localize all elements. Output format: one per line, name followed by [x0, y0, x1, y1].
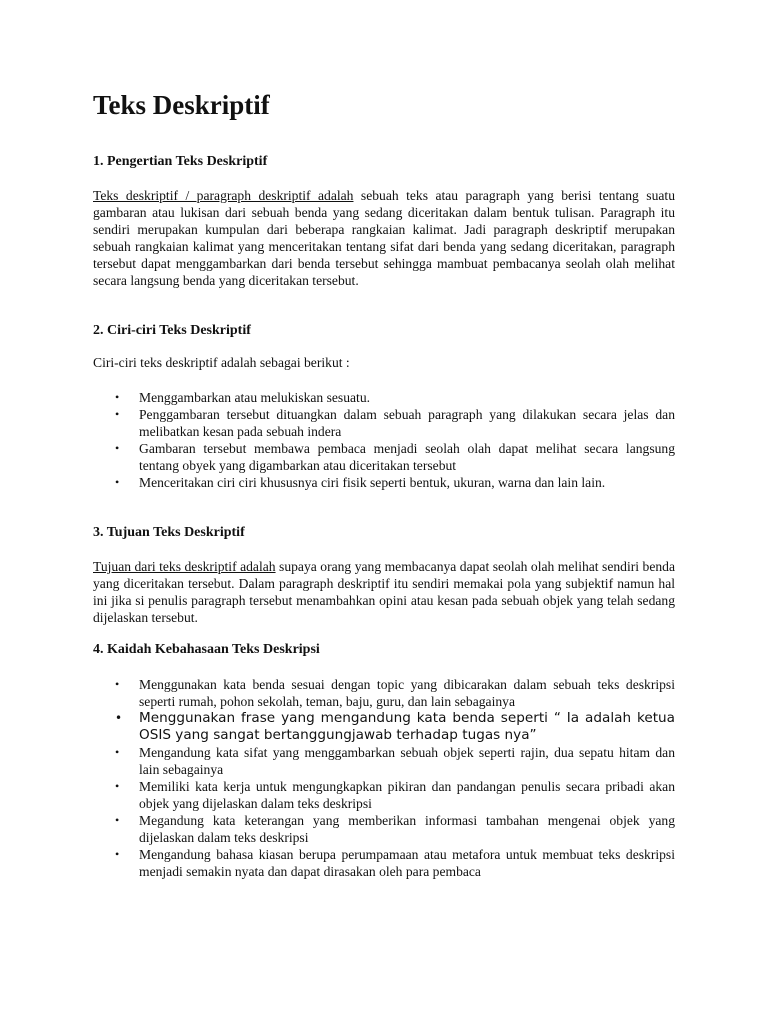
section-1-body-text: sebuah teks atau paragraph yang berisi tentang suatu gambaran atau lukisan dari sebuah benda yang sedang diceritakan dalam bentuk tulisan. Paragraph itu sendiri merupakan kumpulan dari beberapa rangkaian kalimat. Jadi paragraph deskriptif merupakan sebuah rangkaian kalimat yang menceritakan tentang sifat dari benda yang sedang diceritakan, paragraph tersebut dapat menggambarkan dari benda tersebut sehingga mambuat pembacanya seolah olah melihat secara langsung benda yang diceritakan tersebut. — [93, 188, 675, 288]
bullet-icon: • — [115, 813, 120, 827]
section-2-list — [93, 389, 675, 491]
bullet-icon: • — [115, 745, 120, 759]
list-item — [93, 778, 675, 812]
bullet-icon: • — [115, 441, 120, 455]
list-item-text: Menceritakan ciri ciri khususnya ciri fisik seperti bentuk, ukuran, warna dan lain lain. — [139, 475, 606, 490]
list-item — [93, 812, 675, 846]
list-item-text: Mengandung kata sifat yang menggambarkan sebuah objek seperti rajin, dua sepatu hitam dan lain sebagainya — [139, 745, 675, 777]
list-item — [93, 676, 675, 710]
section-4-list — [93, 676, 675, 880]
section-2-heading: 2. Ciri-ciri Teks Deskriptif — [93, 323, 251, 338]
list-item — [93, 474, 675, 491]
section-1-underlined-phrase: Teks deskriptif / paragraph deskriptif adalah — [93, 188, 354, 203]
section-3-body-text: supaya orang yang membacanya dapat seolah olah melihat sendiri benda yang diceritakan tersebut. Dalam paragraph deskriptif itu sendiri memakai pola yang subjektif namun hal ini jika si penulis paragraph tersebut menambahkan opini atau kesan pada sebuah objek yang telah sedang dijelaskan tersebut. — [93, 559, 675, 625]
section-3-underlined-phrase: Tujuan dari teks deskriptif adalah — [93, 559, 276, 574]
document-title: Teks Deskriptif — [93, 90, 270, 120]
list-item-text: Penggambaran tersebut dituangkan dalam sebuah paragraph yang dilakukan secara jelas dan melibatkan kesan pada sebuah indera — [139, 407, 675, 439]
list-item-text: Mengandung bahasa kiasan berupa perumpamaan atau metafora untuk membuat teks deskripsi menjadi semakin nyata dan dapat dirasakan oleh para pembaca — [139, 847, 675, 879]
list-item-text: Menggunakan kata benda sesuai dengan topic yang dibicarakan dalam sebuah teks deskripsi seperti rumah, pohon sekolah, teman, baju, guru, dan lain sebagainya — [139, 677, 675, 709]
list-item — [93, 389, 675, 406]
bullet-icon: • — [115, 475, 120, 489]
section-3-heading: 3. Tujuan Teks Deskriptif — [93, 525, 245, 540]
list-item-text: Menggunakan frase yang mengandung kata benda seperti “ Ia adalah ketua OSIS yang sangat bertanggungjawab terhadap tugas nya” — [139, 710, 675, 743]
bullet-icon: • — [115, 847, 120, 861]
list-item — [93, 440, 675, 474]
bullet-icon: • — [115, 711, 123, 725]
bullet-icon: • — [115, 779, 120, 793]
list-item — [93, 744, 675, 778]
section-2-intro: Ciri-ciri teks deskriptif adalah sebagai berikut : — [93, 355, 350, 370]
list-item-text: Menggambarkan atau melukiskan sesuatu. — [139, 390, 371, 405]
section-3-paragraph — [93, 558, 675, 626]
list-item-text: Memiliki kata kerja untuk mengungkapkan pikiran dan pandangan penulis secara pribadi akan objek yang dijelaskan dalam teks deskripsi — [139, 779, 675, 811]
bullet-icon: • — [115, 390, 120, 404]
section-1-heading: 1. Pengertian Teks Deskriptif — [93, 154, 268, 169]
section-1-paragraph — [93, 187, 675, 289]
list-item-text: Megandung kata keterangan yang memberikan informasi tambahan mengenai objek yang dijelaskan dalam teks deskripsi — [139, 813, 675, 845]
list-item-text: Gambaran tersebut membawa pembaca menjadi seolah olah dapat melihat secara langsung tentang obyek yang digambarkan atau diceritakan tersebut — [139, 441, 675, 473]
bullet-icon: • — [115, 407, 120, 421]
section-4-heading: 4. Kaidah Kebahasaan Teks Deskripsi — [93, 642, 320, 657]
list-item — [93, 710, 675, 744]
list-item — [93, 406, 675, 440]
list-item — [93, 846, 675, 880]
bullet-icon: • — [115, 677, 120, 691]
